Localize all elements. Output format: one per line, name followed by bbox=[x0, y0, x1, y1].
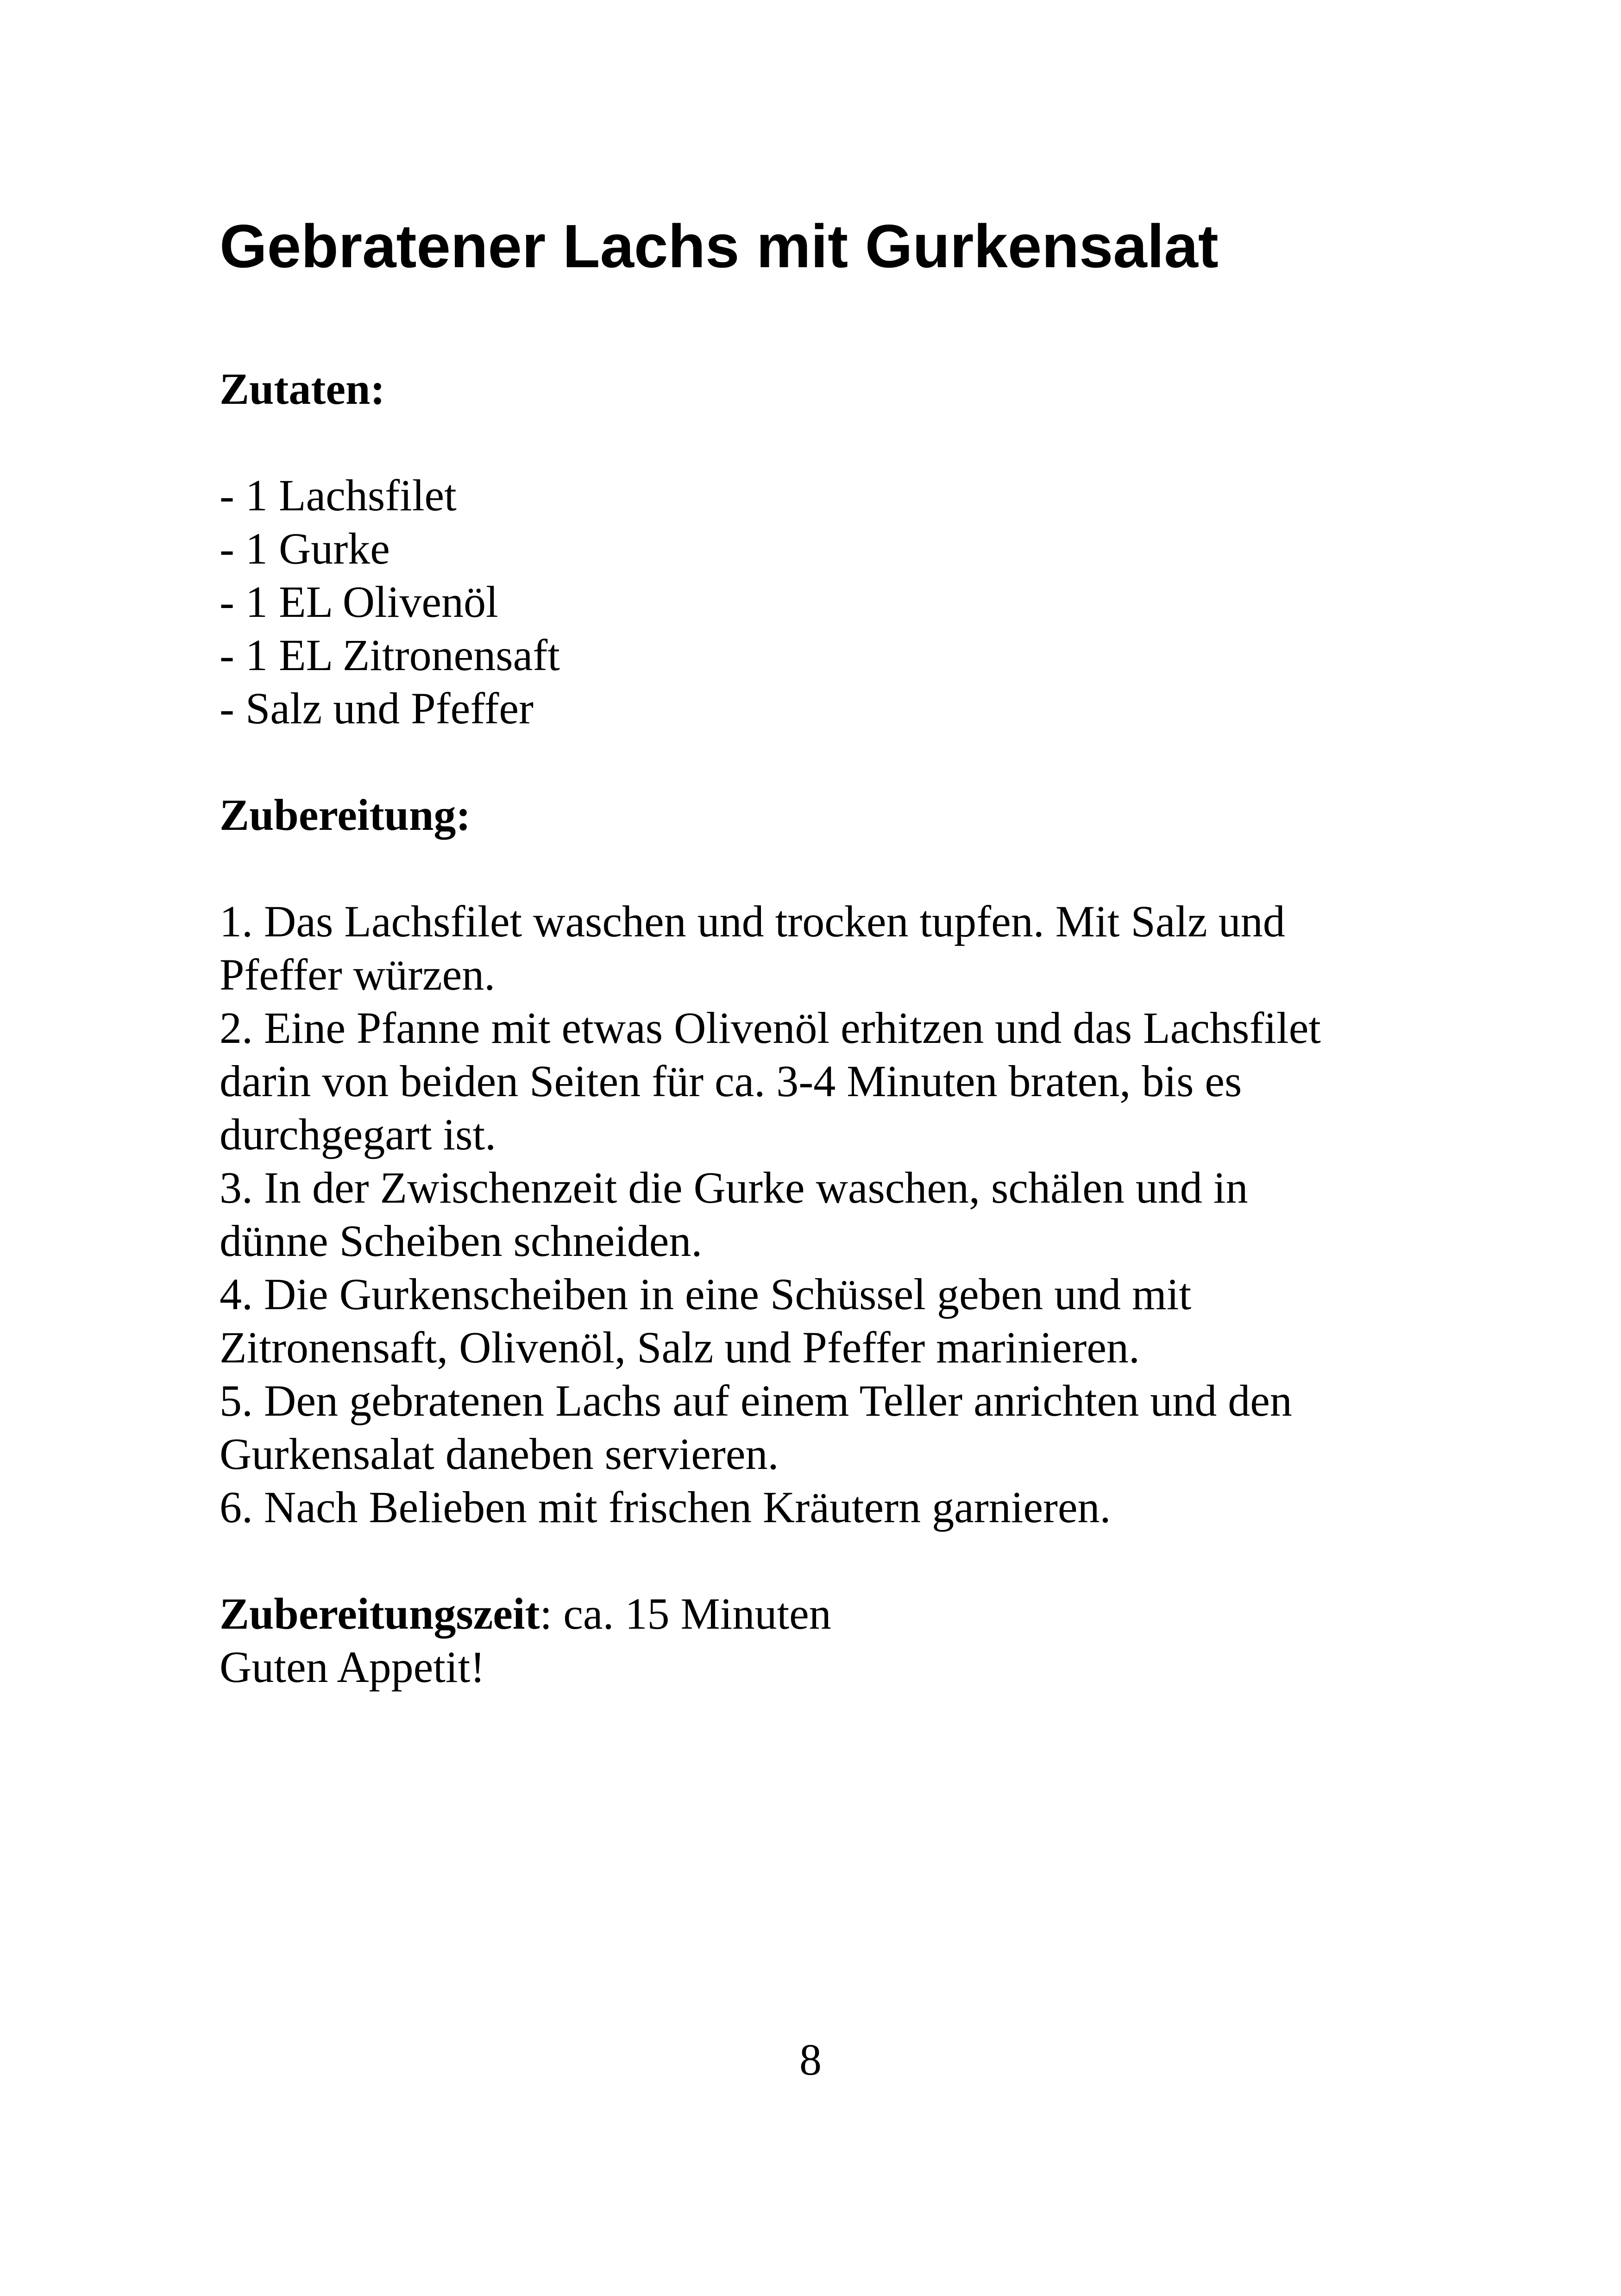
recipe-title: Gebratener Lachs mit Gurkensalat bbox=[220, 212, 1219, 280]
step-text: durchgegart ist. bbox=[220, 1110, 496, 1159]
ingredient-item: - 1 EL Zitronensaft bbox=[220, 630, 560, 680]
closing-text: Guten Appetit! bbox=[220, 1642, 485, 1692]
step-text: 3. In der Zwischenzeit die Gurke waschen, schälen und in bbox=[220, 1163, 1248, 1212]
preparation-time bbox=[220, 1587, 1433, 1640]
ingredient-item: - Salz und Pfeffer bbox=[220, 684, 534, 733]
step-text: 1. Das Lachsfilet waschen und trocken tupfen. Mit Salz und bbox=[220, 897, 1285, 946]
step-text: dünne Scheiben schneiden. bbox=[220, 1216, 703, 1266]
preparation-heading: Zubereitung: bbox=[220, 790, 471, 840]
step-text: 5. Den gebratenen Lachs auf einem Teller anrichten und den bbox=[220, 1376, 1292, 1425]
ingredient-item: - 1 EL Olivenöl bbox=[220, 577, 498, 627]
step-text: 2. Eine Pfanne mit etwas Olivenöl erhitzen und das Lachsfilet bbox=[220, 1003, 1321, 1053]
step-item bbox=[220, 895, 1433, 1001]
spacer bbox=[220, 735, 1433, 788]
preparation-steps bbox=[220, 895, 1433, 1534]
preparation-time-label: Zubereitungszeit bbox=[220, 1589, 540, 1638]
step-item bbox=[220, 1480, 1433, 1534]
step-text: darin von beiden Seiten für ca. 3-4 Minuten braten, bis es bbox=[220, 1056, 1242, 1106]
spacer bbox=[220, 841, 1433, 895]
step-item bbox=[220, 1001, 1433, 1161]
step-text: 4. Die Gurkenscheiben in eine Schüssel geben und mit bbox=[220, 1269, 1192, 1319]
step-item bbox=[220, 1161, 1433, 1267]
spacer bbox=[220, 415, 1433, 469]
step-text: 6. Nach Belieben mit frischen Kräutern garnieren. bbox=[220, 1482, 1111, 1532]
ingredient-item: - 1 Lachsfilet bbox=[220, 470, 457, 520]
recipe-body bbox=[220, 362, 1433, 1694]
step-item bbox=[220, 1374, 1433, 1480]
spacer bbox=[220, 1534, 1433, 1587]
ingredients-list bbox=[220, 469, 1433, 735]
page-number: 8 bbox=[799, 2035, 822, 2084]
step-item bbox=[220, 1267, 1433, 1374]
step-text: Pfeffer würzen. bbox=[220, 950, 496, 999]
preparation-time-value: : ca. 15 Minuten bbox=[540, 1589, 831, 1638]
ingredient-item: - 1 Gurke bbox=[220, 524, 390, 573]
ingredients-heading: Zutaten: bbox=[220, 364, 385, 414]
step-text: Zitronensaft, Olivenöl, Salz und Pfeffer marinieren. bbox=[220, 1323, 1140, 1372]
step-text: Gurkensalat daneben servieren. bbox=[220, 1429, 779, 1479]
